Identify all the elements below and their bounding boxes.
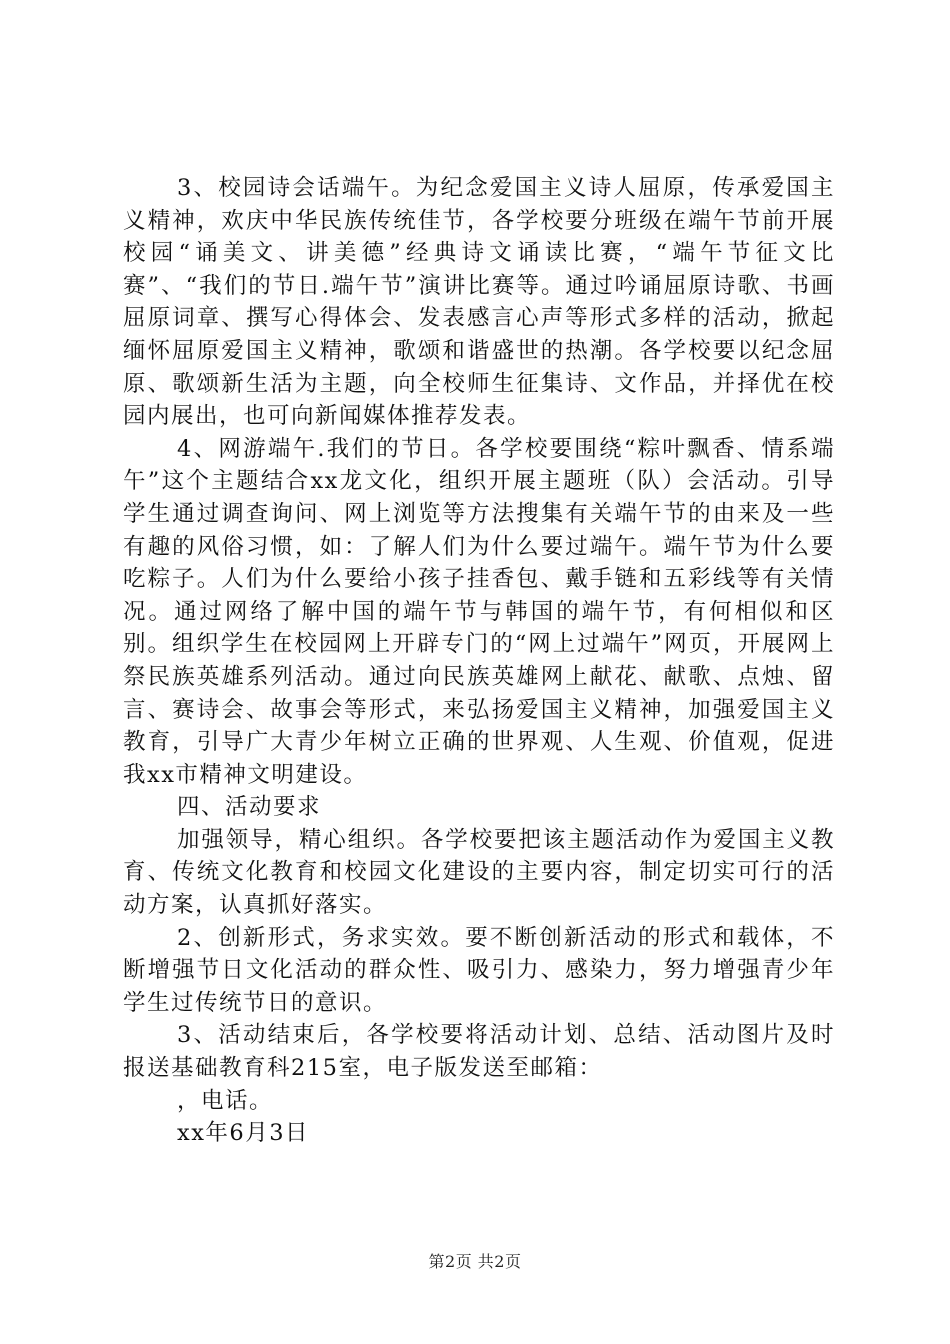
paragraph-phone: ，电话。: [177, 1087, 274, 1114]
paragraph-innovation: 2、创新形式，务求实效。要不断创新活动的形式和载体，不断增强节日文化活动的群众性、吸引力、感染力，努力增强青少年学生过传统节日的意识。: [123, 924, 835, 1016]
paragraph-date: xx年6月3日: [177, 1120, 310, 1147]
section-heading-requirements: 四、活动要求: [177, 794, 322, 821]
page-footer: 第2页 共2页: [428, 1252, 522, 1271]
document-body: [123, 172, 835, 1150]
paragraph-leadership: 加强领导，精心组织。各学校要把该主题活动作为爱国主义教育、传统文化教育和校园文化建设的主要内容，制定切实可行的活动方案，认真抓好落实。: [123, 826, 835, 919]
paragraph-online-festival: 4、网游端午.我们的节日。各学校要围绕“粽叶飘香、情系端午”这个主题结合xx龙文化，组织开展主题班（队）会活动。引导学生通过调查询问、网上浏览等方法搜集有关端午节的由来及一些有趣的风俗习惯，如：了解人们为什么要过端午。端午节为什么要吃粽子。人们为什么要给小孩子挂香包、戴手链和五彩线等有关情况。通过网络了解中国的端午节与韩国的端午节，有何相似和区别。组织学生在校园网上开辟专门的“网上过端午”网页，开展网上祭民族英雄系列活动。通过向民族英雄网上献花、献歌、点烛、留言、赛诗会、故事会等形式，来弘扬爱国主义精神，加强爱国主义教育，引导广大青少年树立正确的世界观、人生观、价值观，促进我xx市精神文明建设。: [123, 435, 835, 788]
paragraph-campus-poetry: 3、校园诗会话端午。为纪念爱国主义诗人屈原，传承爱国主义精神，欢庆中华民族传统佳节，各学校要分班级在端午节前开展校园“诵美文、讲美德”经典诗文诵读比赛，“端午节征文比赛”、“我们的节日.端午节”演讲比赛等。通过吟诵屈原诗歌、书画屈原词章、撰写心得体会、发表感言心声等形式多样的活动，掀起缅怀屈原爱国主义精神，歌颂和谐盛世的热潮。各学校要以纪念屈原、歌颂新生活为主题，向全校师生征集诗、文作品，并择优在校园内展出，也可向新闻媒体推荐发表。: [123, 175, 835, 430]
paragraph-reporting: 3、活动结束后，各学校要将活动计划、总结、活动图片及时报送基础教育科215室，电子版发送至邮箱：: [123, 1022, 835, 1082]
